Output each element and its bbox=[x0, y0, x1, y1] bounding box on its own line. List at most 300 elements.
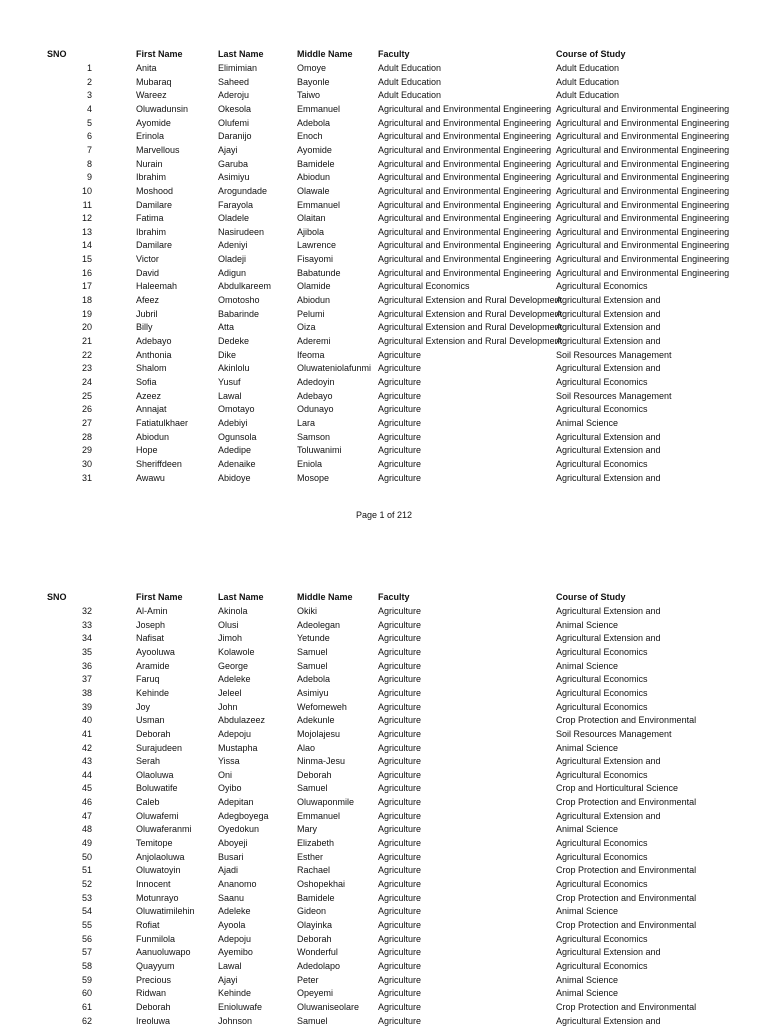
cell-middle-name: Eniola bbox=[297, 458, 378, 472]
cell-last-name: Abdulazeez bbox=[218, 714, 297, 728]
cell-last-name: Akinlolu bbox=[218, 362, 297, 376]
cell-course: Agricultural and Environmental Engineering bbox=[556, 199, 670, 213]
table-row bbox=[0, 144, 768, 158]
cell-faculty: Agricultural and Environmental Engineering bbox=[378, 226, 556, 240]
cell-middle-name: Omoye bbox=[297, 62, 378, 76]
cell-first-name: Ibrahim bbox=[136, 226, 218, 240]
cell-last-name: Olusi bbox=[218, 619, 297, 633]
table-row bbox=[0, 349, 768, 363]
cell-sno: 8 bbox=[40, 158, 92, 172]
cell-first-name: Jubril bbox=[136, 308, 218, 322]
cell-last-name: George bbox=[218, 660, 297, 674]
cell-course: Agricultural and Environmental Engineering bbox=[556, 185, 670, 199]
cell-sno: 36 bbox=[40, 660, 92, 674]
cell-sno: 32 bbox=[40, 605, 92, 619]
table-row bbox=[0, 960, 768, 974]
cell-sno: 39 bbox=[40, 701, 92, 715]
cell-course: Agricultural Extension and bbox=[556, 294, 670, 308]
table-row bbox=[0, 321, 768, 335]
cell-sno: 24 bbox=[40, 376, 92, 390]
table-row bbox=[0, 687, 768, 701]
table-row bbox=[0, 431, 768, 445]
cell-course: Agricultural Economics bbox=[556, 851, 670, 865]
cell-course: Agricultural and Environmental Engineering bbox=[556, 158, 670, 172]
cell-last-name: Lawal bbox=[218, 960, 297, 974]
cell-sno: 44 bbox=[40, 769, 92, 783]
cell-sno: 1 bbox=[40, 62, 92, 76]
cell-last-name: Ayoola bbox=[218, 919, 297, 933]
table-row bbox=[0, 673, 768, 687]
cell-middle-name: Ninma-Jesu bbox=[297, 755, 378, 769]
cell-faculty: Agriculture bbox=[378, 728, 556, 742]
cell-last-name: Adebiyi bbox=[218, 417, 297, 431]
cell-course: Agricultural and Environmental Engineering bbox=[556, 239, 670, 253]
cell-last-name: Akinola bbox=[218, 605, 297, 619]
cell-course: Agricultural Extension and bbox=[556, 810, 670, 824]
cell-first-name: Azeez bbox=[136, 390, 218, 404]
cell-faculty: Agricultural Extension and Rural Development bbox=[378, 308, 556, 322]
cell-sno: 17 bbox=[40, 280, 92, 294]
cell-faculty: Agriculture bbox=[378, 660, 556, 674]
cell-course: Agricultural Extension and bbox=[556, 605, 670, 619]
table-row bbox=[0, 837, 768, 851]
cell-faculty: Agricultural and Environmental Engineering bbox=[378, 212, 556, 226]
cell-sno: 54 bbox=[40, 905, 92, 919]
cell-middle-name: Lawrence bbox=[297, 239, 378, 253]
cell-middle-name: Deborah bbox=[297, 769, 378, 783]
cell-sno: 30 bbox=[40, 458, 92, 472]
cell-middle-name: Olamide bbox=[297, 280, 378, 294]
header-middle-name: Middle Name bbox=[297, 591, 378, 605]
cell-middle-name: Pelumi bbox=[297, 308, 378, 322]
cell-course: Agricultural and Environmental Engineering bbox=[556, 253, 670, 267]
cell-sno: 51 bbox=[40, 864, 92, 878]
table-row bbox=[0, 810, 768, 824]
cell-middle-name: Adebayo bbox=[297, 390, 378, 404]
table-row bbox=[0, 605, 768, 619]
cell-first-name: Haleemah bbox=[136, 280, 218, 294]
cell-last-name: Ajayi bbox=[218, 144, 297, 158]
cell-sno: 34 bbox=[40, 632, 92, 646]
cell-last-name: John bbox=[218, 701, 297, 715]
cell-faculty: Agricultural Economics bbox=[378, 280, 556, 294]
cell-faculty: Agriculture bbox=[378, 390, 556, 404]
cell-course: Animal Science bbox=[556, 974, 670, 988]
cell-faculty: Agriculture bbox=[378, 769, 556, 783]
cell-sno: 15 bbox=[40, 253, 92, 267]
cell-middle-name: Adedoyin bbox=[297, 376, 378, 390]
table-row bbox=[0, 1015, 768, 1028]
cell-faculty: Agriculture bbox=[378, 1001, 556, 1015]
cell-last-name: Kehinde bbox=[218, 987, 297, 1001]
cell-middle-name: Mary bbox=[297, 823, 378, 837]
cell-sno: 25 bbox=[40, 390, 92, 404]
cell-sno: 60 bbox=[40, 987, 92, 1001]
cell-first-name: Ayooluwa bbox=[136, 646, 218, 660]
table-row bbox=[0, 76, 768, 90]
cell-faculty: Agriculture bbox=[378, 864, 556, 878]
header-sno: SNO bbox=[47, 48, 87, 62]
table-row bbox=[0, 851, 768, 865]
cell-sno: 57 bbox=[40, 946, 92, 960]
cell-last-name: Garuba bbox=[218, 158, 297, 172]
cell-first-name: Fatiatulkhaer bbox=[136, 417, 218, 431]
table-row bbox=[0, 755, 768, 769]
cell-middle-name: Bamidele bbox=[297, 158, 378, 172]
cell-last-name: Ananomo bbox=[218, 878, 297, 892]
cell-faculty: Agriculture bbox=[378, 823, 556, 837]
cell-faculty: Adult Education bbox=[378, 62, 556, 76]
cell-faculty: Agriculture bbox=[378, 472, 556, 486]
cell-last-name: Yusuf bbox=[218, 376, 297, 390]
cell-last-name: Atta bbox=[218, 321, 297, 335]
cell-middle-name: Oluwateniolafunmi bbox=[297, 362, 378, 376]
table-row bbox=[0, 892, 768, 906]
cell-last-name: Jeleel bbox=[218, 687, 297, 701]
cell-sno: 55 bbox=[40, 919, 92, 933]
cell-sno: 40 bbox=[40, 714, 92, 728]
cell-last-name: Farayola bbox=[218, 199, 297, 213]
cell-middle-name: Mosope bbox=[297, 472, 378, 486]
cell-sno: 10 bbox=[40, 185, 92, 199]
cell-faculty: Agriculture bbox=[378, 892, 556, 906]
cell-course: Agricultural and Environmental Engineering bbox=[556, 130, 670, 144]
cell-faculty: Agriculture bbox=[378, 632, 556, 646]
cell-last-name: Adeniyi bbox=[218, 239, 297, 253]
cell-first-name: Precious bbox=[136, 974, 218, 988]
cell-faculty: Adult Education bbox=[378, 89, 556, 103]
cell-last-name: Adegboyega bbox=[218, 810, 297, 824]
cell-course: Soil Resources Management bbox=[556, 728, 670, 742]
cell-first-name: Aramide bbox=[136, 660, 218, 674]
table-row bbox=[0, 1001, 768, 1015]
cell-faculty: Agricultural and Environmental Engineering bbox=[378, 253, 556, 267]
cell-faculty: Agriculture bbox=[378, 946, 556, 960]
cell-first-name: Joseph bbox=[136, 619, 218, 633]
table-row bbox=[0, 933, 768, 947]
table-row bbox=[0, 769, 768, 783]
cell-sno: 38 bbox=[40, 687, 92, 701]
cell-faculty: Agricultural and Environmental Engineering bbox=[378, 267, 556, 281]
cell-sno: 29 bbox=[40, 444, 92, 458]
cell-course: Agricultural Extension and bbox=[556, 755, 670, 769]
cell-faculty: Agriculture bbox=[378, 933, 556, 947]
cell-course: Agricultural and Environmental Engineering bbox=[556, 144, 670, 158]
cell-first-name: Oluwatimilehin bbox=[136, 905, 218, 919]
cell-course: Agricultural Economics bbox=[556, 960, 670, 974]
cell-sno: 43 bbox=[40, 755, 92, 769]
cell-middle-name: Rachael bbox=[297, 864, 378, 878]
header-first-name: First Name bbox=[136, 48, 218, 62]
cell-first-name: Hope bbox=[136, 444, 218, 458]
cell-course: Adult Education bbox=[556, 89, 670, 103]
cell-faculty: Agricultural and Environmental Engineering bbox=[378, 144, 556, 158]
table-row bbox=[0, 619, 768, 633]
cell-middle-name: Emmanuel bbox=[297, 199, 378, 213]
cell-last-name: Aboyeji bbox=[218, 837, 297, 851]
table-header bbox=[0, 591, 768, 605]
cell-last-name: Adepoju bbox=[218, 933, 297, 947]
table-row bbox=[0, 294, 768, 308]
cell-faculty: Agricultural and Environmental Engineering bbox=[378, 117, 556, 131]
table-row bbox=[0, 905, 768, 919]
cell-last-name: Okesola bbox=[218, 103, 297, 117]
table-row bbox=[0, 158, 768, 172]
cell-middle-name: Olawale bbox=[297, 185, 378, 199]
cell-sno: 20 bbox=[40, 321, 92, 335]
cell-course: Soil Resources Management bbox=[556, 390, 670, 404]
cell-faculty: Agricultural Extension and Rural Development bbox=[378, 294, 556, 308]
cell-middle-name: Asimiyu bbox=[297, 687, 378, 701]
cell-first-name: Fatima bbox=[136, 212, 218, 226]
cell-first-name: Nurain bbox=[136, 158, 218, 172]
cell-course: Agricultural Economics bbox=[556, 403, 670, 417]
cell-middle-name: Ayomide bbox=[297, 144, 378, 158]
cell-last-name: Ogunsola bbox=[218, 431, 297, 445]
cell-middle-name: Wonderful bbox=[297, 946, 378, 960]
cell-first-name: Billy bbox=[136, 321, 218, 335]
table-row bbox=[0, 103, 768, 117]
cell-course: Animal Science bbox=[556, 742, 670, 756]
cell-sno: 49 bbox=[40, 837, 92, 851]
cell-faculty: Agricultural Extension and Rural Development bbox=[378, 321, 556, 335]
cell-middle-name: Gideon bbox=[297, 905, 378, 919]
cell-middle-name: Peter bbox=[297, 974, 378, 988]
cell-middle-name: Oiza bbox=[297, 321, 378, 335]
table-row bbox=[0, 62, 768, 76]
cell-sno: 50 bbox=[40, 851, 92, 865]
table-row bbox=[0, 472, 768, 486]
cell-middle-name: Adekunle bbox=[297, 714, 378, 728]
cell-last-name: Yissa bbox=[218, 755, 297, 769]
cell-last-name: Oyedokun bbox=[218, 823, 297, 837]
cell-last-name: Johnson bbox=[218, 1015, 297, 1028]
cell-course: Animal Science bbox=[556, 987, 670, 1001]
cell-first-name: Serah bbox=[136, 755, 218, 769]
cell-course: Agricultural Economics bbox=[556, 646, 670, 660]
cell-middle-name: Alao bbox=[297, 742, 378, 756]
cell-last-name: Babarinde bbox=[218, 308, 297, 322]
cell-middle-name: Adebola bbox=[297, 117, 378, 131]
cell-sno: 2 bbox=[40, 76, 92, 90]
header-course: Course of Study bbox=[556, 48, 670, 62]
cell-first-name: Boluwatife bbox=[136, 782, 218, 796]
cell-first-name: Mubaraq bbox=[136, 76, 218, 90]
table-row bbox=[0, 864, 768, 878]
cell-middle-name: Adebola bbox=[297, 673, 378, 687]
cell-sno: 23 bbox=[40, 362, 92, 376]
cell-last-name: Adeleke bbox=[218, 673, 297, 687]
table-row bbox=[0, 701, 768, 715]
cell-faculty: Agricultural and Environmental Engineering bbox=[378, 158, 556, 172]
cell-first-name: Ibrahim bbox=[136, 171, 218, 185]
cell-last-name: Arogundade bbox=[218, 185, 297, 199]
cell-sno: 7 bbox=[40, 144, 92, 158]
table-row bbox=[0, 89, 768, 103]
cell-last-name: Ajayi bbox=[218, 974, 297, 988]
cell-course: Agricultural and Environmental Engineering bbox=[556, 226, 670, 240]
cell-faculty: Agriculture bbox=[378, 810, 556, 824]
cell-course: Agricultural Economics bbox=[556, 673, 670, 687]
cell-course: Agricultural and Environmental Engineering bbox=[556, 212, 670, 226]
cell-sno: 16 bbox=[40, 267, 92, 281]
cell-faculty: Agriculture bbox=[378, 431, 556, 445]
cell-first-name: Joy bbox=[136, 701, 218, 715]
table-row bbox=[0, 362, 768, 376]
cell-course: Agricultural Extension and bbox=[556, 335, 670, 349]
cell-course: Crop Protection and Environmental bbox=[556, 892, 670, 906]
cell-course: Crop and Horticultural Science bbox=[556, 782, 670, 796]
cell-first-name: Wareez bbox=[136, 89, 218, 103]
cell-middle-name: Oshopekhai bbox=[297, 878, 378, 892]
cell-course: Crop Protection and Environmental bbox=[556, 1001, 670, 1015]
cell-faculty: Agricultural and Environmental Engineering bbox=[378, 185, 556, 199]
cell-course: Agricultural Extension and bbox=[556, 632, 670, 646]
cell-course: Agricultural Economics bbox=[556, 701, 670, 715]
cell-middle-name: Fisayomi bbox=[297, 253, 378, 267]
cell-faculty: Agriculture bbox=[378, 974, 556, 988]
table-row bbox=[0, 742, 768, 756]
cell-first-name: Awawu bbox=[136, 472, 218, 486]
cell-course: Adult Education bbox=[556, 62, 670, 76]
table-row bbox=[0, 308, 768, 322]
cell-first-name: Oluwaferanmi bbox=[136, 823, 218, 837]
cell-last-name: Jimoh bbox=[218, 632, 297, 646]
cell-faculty: Agriculture bbox=[378, 362, 556, 376]
table-row bbox=[0, 403, 768, 417]
cell-last-name: Asimiyu bbox=[218, 171, 297, 185]
cell-faculty: Agriculture bbox=[378, 687, 556, 701]
cell-middle-name: Wefomeweh bbox=[297, 701, 378, 715]
cell-middle-name: Ajibola bbox=[297, 226, 378, 240]
cell-course: Soil Resources Management bbox=[556, 349, 670, 363]
cell-middle-name: Opeyemi bbox=[297, 987, 378, 1001]
cell-course: Agricultural Economics bbox=[556, 376, 670, 390]
cell-course: Agricultural Extension and bbox=[556, 472, 670, 486]
page-footer: Page 1 of 212 bbox=[0, 510, 768, 520]
cell-first-name: Damilare bbox=[136, 199, 218, 213]
cell-course: Agricultural Economics bbox=[556, 837, 670, 851]
cell-course: Agricultural Extension and bbox=[556, 1015, 670, 1028]
cell-sno: 58 bbox=[40, 960, 92, 974]
cell-sno: 5 bbox=[40, 117, 92, 131]
cell-sno: 61 bbox=[40, 1001, 92, 1015]
cell-sno: 4 bbox=[40, 103, 92, 117]
table-row bbox=[0, 728, 768, 742]
cell-first-name: Deborah bbox=[136, 1001, 218, 1015]
table-row bbox=[0, 458, 768, 472]
cell-last-name: Abidoye bbox=[218, 472, 297, 486]
table-row bbox=[0, 199, 768, 213]
table-row bbox=[0, 239, 768, 253]
header-faculty: Faculty bbox=[378, 591, 556, 605]
cell-course: Agricultural Economics bbox=[556, 687, 670, 701]
cell-sno: 18 bbox=[40, 294, 92, 308]
cell-sno: 46 bbox=[40, 796, 92, 810]
cell-last-name: Elimimian bbox=[218, 62, 297, 76]
cell-sno: 3 bbox=[40, 89, 92, 103]
cell-first-name: Oluwatoyin bbox=[136, 864, 218, 878]
cell-faculty: Agriculture bbox=[378, 919, 556, 933]
cell-sno: 27 bbox=[40, 417, 92, 431]
cell-first-name: Shalom bbox=[136, 362, 218, 376]
header-first-name: First Name bbox=[136, 591, 218, 605]
cell-faculty: Agricultural and Environmental Engineering bbox=[378, 239, 556, 253]
cell-middle-name: Lara bbox=[297, 417, 378, 431]
cell-last-name: Olufemi bbox=[218, 117, 297, 131]
cell-first-name: David bbox=[136, 267, 218, 281]
cell-faculty: Agriculture bbox=[378, 851, 556, 865]
cell-first-name: Ireoluwa bbox=[136, 1015, 218, 1028]
cell-first-name: Abiodun bbox=[136, 431, 218, 445]
cell-faculty: Agriculture bbox=[378, 714, 556, 728]
cell-course: Agricultural and Environmental Engineering bbox=[556, 117, 670, 131]
cell-last-name: Adenaike bbox=[218, 458, 297, 472]
table-row bbox=[0, 919, 768, 933]
cell-last-name: Lawal bbox=[218, 390, 297, 404]
cell-faculty: Agriculture bbox=[378, 878, 556, 892]
header-course: Course of Study bbox=[556, 591, 670, 605]
cell-first-name: Victor bbox=[136, 253, 218, 267]
cell-first-name: Oluwafemi bbox=[136, 810, 218, 824]
cell-sno: 13 bbox=[40, 226, 92, 240]
table-row bbox=[0, 171, 768, 185]
cell-middle-name: Emmanuel bbox=[297, 810, 378, 824]
cell-course: Agricultural Extension and bbox=[556, 444, 670, 458]
cell-first-name: Afeez bbox=[136, 294, 218, 308]
cell-middle-name: Adeolegan bbox=[297, 619, 378, 633]
cell-middle-name: Babatunde bbox=[297, 267, 378, 281]
cell-last-name: Oyibo bbox=[218, 782, 297, 796]
header-sno: SNO bbox=[47, 591, 87, 605]
cell-course: Agricultural Extension and bbox=[556, 321, 670, 335]
cell-first-name: Olaoluwa bbox=[136, 769, 218, 783]
cell-first-name: Usman bbox=[136, 714, 218, 728]
table-row bbox=[0, 253, 768, 267]
cell-first-name: Innocent bbox=[136, 878, 218, 892]
cell-middle-name: Bamidele bbox=[297, 892, 378, 906]
table-row bbox=[0, 714, 768, 728]
cell-course: Adult Education bbox=[556, 76, 670, 90]
cell-first-name: Anita bbox=[136, 62, 218, 76]
cell-sno: 26 bbox=[40, 403, 92, 417]
table-row bbox=[0, 974, 768, 988]
cell-first-name: Marvellous bbox=[136, 144, 218, 158]
cell-last-name: Adigun bbox=[218, 267, 297, 281]
cell-sno: 21 bbox=[40, 335, 92, 349]
cell-last-name: Oladele bbox=[218, 212, 297, 226]
cell-last-name: Ayemibo bbox=[218, 946, 297, 960]
table-row bbox=[0, 782, 768, 796]
table-row bbox=[0, 646, 768, 660]
cell-first-name: Al-Amin bbox=[136, 605, 218, 619]
cell-course: Agricultural Extension and bbox=[556, 946, 670, 960]
table-row bbox=[0, 117, 768, 131]
cell-faculty: Agriculture bbox=[378, 403, 556, 417]
cell-course: Agricultural Extension and bbox=[556, 431, 670, 445]
cell-middle-name: Deborah bbox=[297, 933, 378, 947]
cell-course: Agricultural Economics bbox=[556, 878, 670, 892]
cell-last-name: Nasirudeen bbox=[218, 226, 297, 240]
table-row bbox=[0, 130, 768, 144]
cell-faculty: Agriculture bbox=[378, 444, 556, 458]
cell-middle-name: Oluwaniseolare bbox=[297, 1001, 378, 1015]
cell-sno: 9 bbox=[40, 171, 92, 185]
cell-last-name: Ajadi bbox=[218, 864, 297, 878]
cell-faculty: Agriculture bbox=[378, 417, 556, 431]
table-row bbox=[0, 335, 768, 349]
cell-last-name: Adepitan bbox=[218, 796, 297, 810]
